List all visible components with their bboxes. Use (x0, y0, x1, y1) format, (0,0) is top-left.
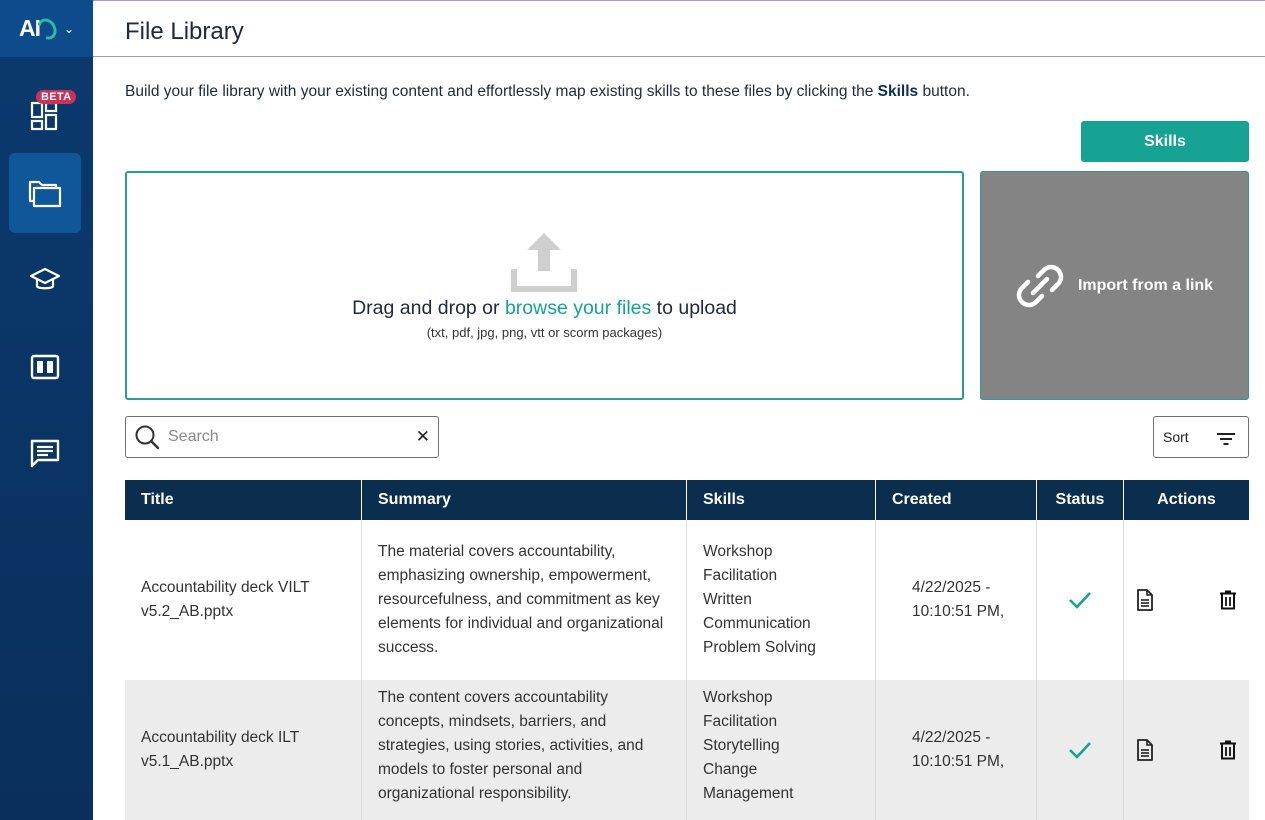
skill-item: Problem Solving (703, 639, 816, 656)
skill-item: Management (703, 785, 794, 802)
row-actions (1124, 520, 1249, 680)
sidebar-item-files[interactable] (9, 153, 81, 233)
row-skills (687, 520, 876, 680)
skill-item: Communication (703, 615, 811, 632)
row-title[interactable] (125, 680, 362, 820)
col-status[interactable]: Status (1037, 480, 1124, 520)
intro-text (125, 83, 970, 101)
title-divider (93, 56, 1265, 57)
upload-suffix: to upload (651, 297, 737, 319)
sidebar-item-messages[interactable] (9, 414, 81, 494)
row-title-text: Accountability deck ILT v5.1_AB.pptx (141, 729, 299, 770)
board-icon (30, 354, 60, 380)
skills-list (703, 686, 793, 806)
col-created[interactable]: Created (876, 480, 1037, 520)
col-title[interactable]: Title (125, 480, 362, 520)
row-created-text: 4/22/2025 - 10:10:51 PM, (912, 729, 1005, 770)
search-box (125, 416, 439, 458)
folder-icon (28, 178, 62, 208)
row-status (1037, 680, 1124, 820)
sidebar-item-dashboard[interactable] (9, 70, 81, 150)
row-created (876, 520, 1037, 680)
upload-prefix: Drag and drop or (352, 297, 505, 319)
row-actions (1124, 680, 1249, 820)
intro-text-before: Build your file library with your existing content and effortlessly map existing skills to these files by clicking the (125, 83, 878, 100)
table-row[interactable] (125, 520, 1249, 680)
chat-icon (30, 439, 60, 469)
skill-item: Workshop (703, 543, 773, 560)
link-icon (1016, 262, 1064, 310)
sort-button[interactable] (1153, 416, 1249, 458)
row-summary-text: The material covers accountability, emphasizing ownership, empowerment, resourcefulness, and commitment as key elements for individual and organizational success. (378, 543, 664, 656)
row-title[interactable] (125, 520, 362, 680)
chevron-down-icon[interactable]: ⌄ (63, 21, 75, 36)
skills-list (703, 540, 816, 660)
sidebar (0, 0, 93, 820)
row-skills (687, 680, 876, 820)
trash-icon[interactable] (1219, 740, 1237, 760)
skill-item: Written (703, 591, 752, 608)
app-logo[interactable] (0, 0, 93, 57)
table-row[interactable] (125, 680, 1249, 820)
search-input[interactable] (168, 428, 398, 446)
row-summary (362, 680, 687, 820)
row-status (1037, 520, 1124, 680)
main-content (93, 0, 1265, 820)
table-header (125, 480, 1249, 520)
col-skills[interactable]: Skills (687, 480, 876, 520)
skill-item: Workshop (703, 689, 773, 706)
skills-button[interactable]: Skills (1081, 121, 1249, 162)
page-title: File Library (125, 18, 244, 45)
trash-icon[interactable] (1219, 590, 1237, 610)
import-label: Import from a link (1077, 276, 1214, 294)
skill-item: Storytelling (703, 737, 780, 754)
check-icon (1068, 590, 1092, 610)
graduation-cap-icon (29, 267, 61, 293)
row-title-text: Accountability deck VILT v5.2_AB.pptx (141, 579, 310, 620)
filter-icon (1216, 432, 1236, 446)
skill-item: Facilitation (703, 567, 778, 584)
check-icon (1068, 740, 1092, 760)
row-summary (362, 520, 687, 680)
upload-instructions (127, 297, 962, 320)
document-icon[interactable] (1136, 739, 1154, 761)
sort-label: Sort (1163, 429, 1189, 445)
row-summary-text: The content covers accountability concepts, mindsets, barriers, and strategies, using stories, activities, and models to foster personal and organizational responsibility. (378, 689, 644, 802)
dashboard-icon (30, 101, 60, 131)
search-icon (134, 424, 160, 450)
upload-formats: (txt, pdf, jpg, png, vtt or scorm packages) (426, 325, 663, 340)
row-created-text: 4/22/2025 - 10:10:51 PM, (912, 579, 1005, 620)
col-actions: Actions (1157, 491, 1216, 508)
document-icon[interactable] (1136, 589, 1154, 611)
sidebar-item-learning[interactable] (9, 240, 81, 320)
upload-dropzone[interactable] (125, 171, 964, 400)
intro-bold: Skills (877, 83, 919, 100)
intro-text-after: button. (918, 83, 970, 100)
file-table (125, 480, 1249, 820)
top-accent-line (93, 0, 1265, 1)
skill-item: Facilitation (703, 713, 778, 730)
clear-search-icon[interactable]: ✕ (415, 427, 430, 446)
row-created (876, 680, 1037, 820)
logo-text: AI (18, 15, 40, 41)
beta-badge: BETA (36, 90, 76, 104)
col-summary[interactable]: Summary (362, 480, 687, 520)
upload-icon (511, 229, 577, 293)
sidebar-item-boards[interactable] (9, 327, 81, 407)
browse-files-link[interactable]: browse your files (504, 297, 652, 319)
skill-item: Change (703, 761, 758, 778)
import-from-link-button[interactable] (980, 171, 1249, 400)
